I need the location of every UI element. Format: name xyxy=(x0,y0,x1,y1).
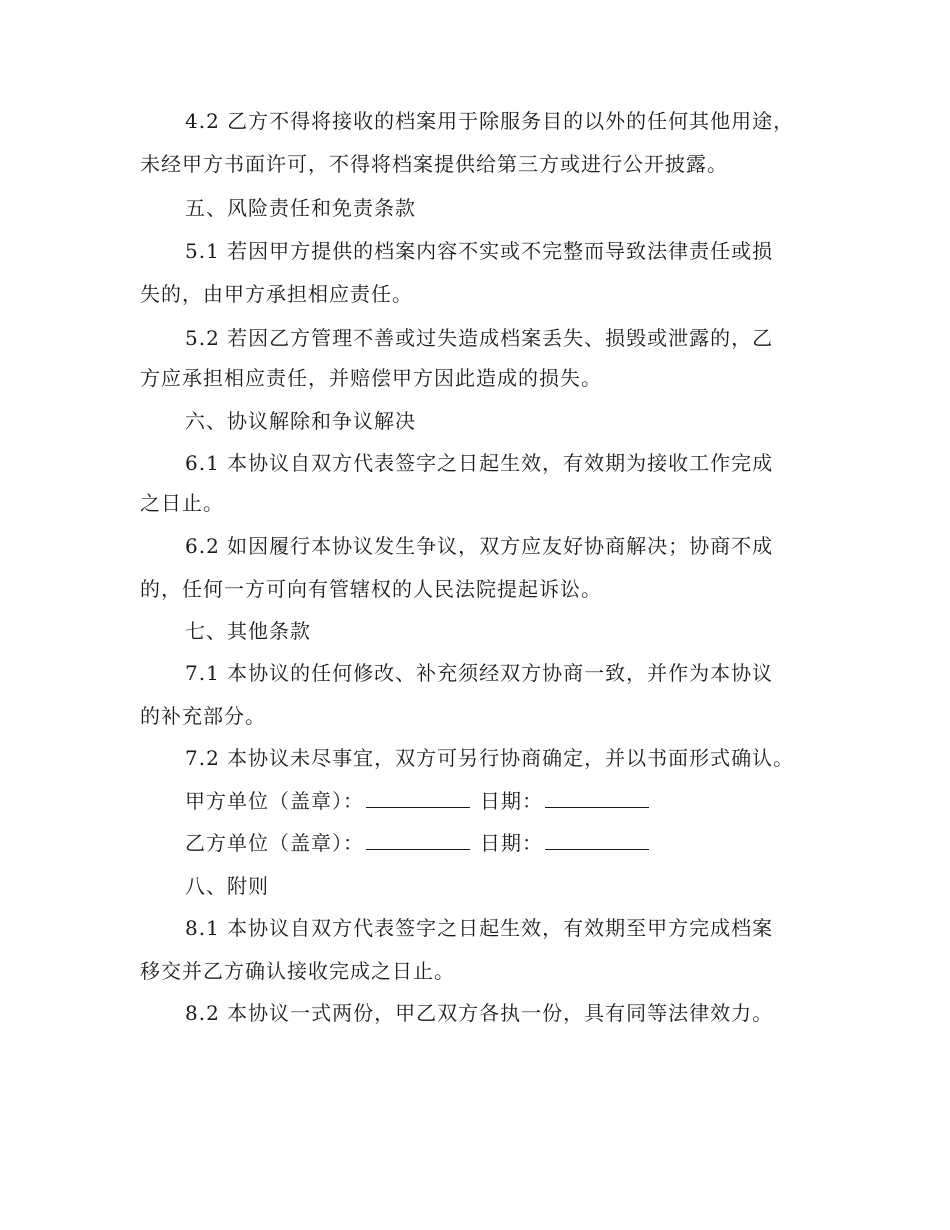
clause-8-2-line: 8.2 本协议一式两份，甲乙双方各执一份，具有同等法律效力。 xyxy=(185,1001,774,1025)
party-a-date-blank xyxy=(545,789,649,808)
party-b-date-blank xyxy=(545,831,649,850)
clause-8-1-line-1: 8.1 本协议自双方代表签字之日起生效，有效期至甲方完成档案 xyxy=(185,916,774,940)
party-b-signature-blank xyxy=(366,831,470,850)
clause-6-2-line-2: 的，任何一方可向有管辖权的人民法院提起诉讼。 xyxy=(140,577,602,601)
clause-7-2-line: 7.2 本协议未尽事宜，双方可另行协商确定，并以书面形式确认。 xyxy=(185,746,795,770)
party-b-label: 乙方单位（盖章）： xyxy=(185,831,364,855)
signature-party-a-row xyxy=(185,788,649,814)
party-a-label: 甲方单位（盖章）： xyxy=(185,789,364,813)
clause-6-1-line-1: 6.1 本协议自双方代表签字之日起生效，有效期为接收工作完成 xyxy=(185,451,774,475)
clause-4-2-line-2: 未经甲方书面许可，不得将档案提供给第三方或进行公开披露。 xyxy=(140,152,728,176)
section-heading-8: 八、附则 xyxy=(185,874,269,898)
clause-5-2-line-1: 5.2 若因乙方管理不善或过失造成档案丢失、损毁或泄露的，乙 xyxy=(185,326,774,350)
section-heading-5: 五、风险责任和免责条款 xyxy=(185,196,416,220)
section-heading-6: 六、协议解除和争议解决 xyxy=(185,409,416,433)
clause-4-2-line-1: 4.2 乙方不得将接收的档案用于除服务目的以外的任何其他用途， xyxy=(185,109,795,133)
clause-7-1-line-1: 7.1 本协议的任何修改、补充须经双方协商一致，并作为本协议 xyxy=(185,661,774,685)
clause-5-2-line-2: 方应承担相应责任，并赔偿甲方因此造成的损失。 xyxy=(140,366,602,390)
party-a-signature-blank xyxy=(366,789,470,808)
clause-8-1-line-2: 移交并乙方确认接收完成之日止。 xyxy=(140,959,455,983)
clause-5-1-line-2: 失的，由甲方承担相应责任。 xyxy=(140,282,413,306)
clause-5-1-line-1: 5.1 若因甲方提供的档案内容不实或不完整而导致法律责任或损 xyxy=(185,239,774,263)
signature-party-b-row xyxy=(185,830,649,856)
clause-6-2-line-1: 6.2 如因履行本协议发生争议，双方应友好协商解决；协商不成 xyxy=(185,534,774,558)
clause-7-1-line-2: 的补充部分。 xyxy=(140,704,266,728)
clause-6-1-line-2: 之日止。 xyxy=(140,491,224,515)
party-b-date-label: 日期： xyxy=(480,831,543,855)
section-heading-7: 七、其他条款 xyxy=(185,619,311,643)
party-a-date-label: 日期： xyxy=(480,789,543,813)
